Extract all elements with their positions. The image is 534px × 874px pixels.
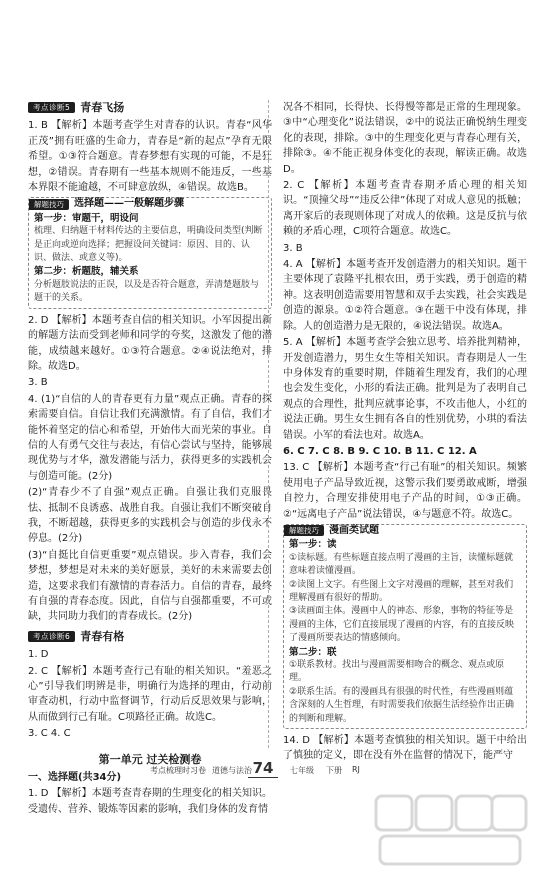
answer-unit-6-12: 6. C 7. C 8. B 9. C 10. B 11. C 12. A xyxy=(283,445,477,457)
answer-2: 2. D 【解析】本题考查自信的相关知识。小军因提出新的解题方法而受到老师和同学的夸奖，这激发了他的潜能，成绩越来越好。①③符合题意。②④说法绝对，排除。故选D。 xyxy=(28,314,272,372)
answer-4-part3: (3)“自挺比自信更重要”观点错误。步入青春，我们会梦想，梦想是对未来的美好愿景，美好的未来需要去创造，这要求我们有激情的青春活力。自信的青春，最终有自强的青春态度。因此，自信与自强都重要，不可或缺，共同助力我们的青春成长。(2分) xyxy=(28,549,272,623)
step-2: 第二步：析题肢，辅关系 xyxy=(34,266,139,278)
tip-title: 选择题——一般解题步骤 xyxy=(74,198,184,210)
column-divider xyxy=(268,100,269,748)
answer-unit-14: 14. D 【解析】本题考查慎独的相关知识。题干中给出了慎独的定义，即在没有外在监督的情况下，能严守 xyxy=(283,735,527,762)
step-1-text: 梳理、归纳题干材料传达的主要信息，明确设问类型(判断是正向或逆向选择；把握设问关键词：原因、目的、认识、做法、或意义等)。 xyxy=(34,226,263,264)
section-title: 青春飞扬 xyxy=(80,101,125,114)
step-link: 第二步：联 xyxy=(289,646,337,658)
tip-title: 漫画类试题 xyxy=(329,524,379,536)
unit-title: 第一单元 过关检测卷 xyxy=(98,752,202,766)
link-item-1: ①联系教材。找出与漫画需要相吻合的概念、观点或原理。 xyxy=(289,660,505,684)
left-column xyxy=(28,100,272,818)
read-item-1: ①读标题。有些标题直接点明了漫画的主旨，读懂标题就意味着读懂漫画。 xyxy=(289,552,514,577)
section-title: 青春有格 xyxy=(80,629,125,643)
tip-box-comic xyxy=(283,524,527,729)
tip-tag: 解题技巧 xyxy=(29,199,69,210)
answer-unit-2: 2. C 【解析】本题考查青春期矛盾心理的相关知识。“顶撞父母”“违反公律”体现了对成人意见的抵触；离开家后的表现则体现了对成人的依赖。这是反抗与依赖的矛盾心理，C项符合题意。故选C。 xyxy=(283,180,527,238)
page-footer xyxy=(0,759,534,783)
answer-4: 4. (1)“自信的人的青春更有力量”观点正确。青春的探索需要自信。自信让我们充满激情。有了自信，我们才能怀着坚定的信心和希望，开始伟大而光荣的事业。自信的人有勇气交往与表达，有信心尝试与坚持，能够展现优势与才华，激发潜能与活力，获得更多的实践机会与创造可能。(2分) xyxy=(28,393,272,482)
page-number: 74 xyxy=(248,759,278,778)
step-1: 第一步：审题干，明设问 xyxy=(34,212,139,224)
step-2-text: 分析题肢说法的正误，以及是否符合题意，弄清楚题肢与题干的关系。 xyxy=(34,279,260,304)
subsection-title: 一、选择题(共34分) xyxy=(28,772,122,784)
answer-unit-5: 5. A 【解析】本题考查学会独立思考、培养批判精神，开发创造潜力，男生女生等相关知识。青春期是人一生中身体发育的重要时期，伴随着生理发育，我们的心理也会发生变化，小形的看法正确。批判是为了表明自己观点的合理性，批判应就事论事，不攻击他人，小红的说法正确。男生女生拥有各自的性别优势，小琪的看法错误。小军的看法也对。故选A。 xyxy=(283,337,527,441)
answer-unit-3: 3. B xyxy=(283,242,303,254)
step-read: 第一步：读 xyxy=(289,539,337,551)
answer-s6-3: 3. C 4. C xyxy=(28,728,71,740)
right-column xyxy=(283,100,527,765)
answer-1-cont: 况各不相同，长得快、长得慢等都是正常的生理现象。③中“心理变化”说法错误，②中的说法正确悦纳生理变化的表现，排除。③中的生理变化更与青春心理有关，排除③。④不能正视身体变化的表现，解读正确。故选D。 xyxy=(283,102,527,175)
footer-edition: RJ xyxy=(352,765,360,774)
read-item-3: ③读画面主体。漫画中人的神态、形象，事物的特征等是漫画的主体，它们直接展现了漫画的内容，有的直接反映了漫画所要表达的情感倾向。 xyxy=(289,606,515,644)
answer-unit-4: 4. A 【解析】本题考查开发创造潜力的相关知识。题干主要体现了袁隆平扎根农田，勇于实践，勇于创造的精神。这表明创造需要用智慧和双手去实践，社会实践是创造的源泉。①②符合题意。③在题干中没有体现，排除。人的创造潜力是无限的，④说法错误。故选A。 xyxy=(283,259,527,332)
answer-3: 3. B xyxy=(28,377,48,389)
section-tag: 考点诊断5 xyxy=(28,102,75,113)
answer-s6-1: 1. D xyxy=(28,649,49,661)
footer-term: 下册 xyxy=(326,766,342,775)
answer-unit-13: 13. C 【解析】本题考查“行己有耻”的相关知识。频繁使用电子产品导致近视，这警示我们要勇敢戒断，增强自控力，合理安排使用电子产品的时间，①③正确。②“远离电子产品”说法错误，④与题意不符。故选C。 xyxy=(283,462,527,520)
footer-grade: 七年级 xyxy=(290,766,314,775)
answer-s6-2: 2. C 【解析】本题考查行己有耻的相关知识。“羞恶之心”引导我们明辨是非，明确行为选择的理由，行动前审查动机，行动中监督调节，行动后反思效果与影响，从而做到行己有耻。C项路径正确。故选C。 xyxy=(28,665,272,723)
tip-box xyxy=(28,197,272,308)
answer-unit-1: 1. D 【解析】本题考查青春期的生理变化的相关知识。受遗传、营养、锻炼等因素的影响，我们身体的发育情 xyxy=(28,788,272,815)
read-item-2: ②读图上文字。有些图上文字对漫画的理解，甚至对我们理解漫画有很好的帮助。 xyxy=(289,579,514,603)
section-header-6 xyxy=(28,629,272,644)
answer-1: 1. B 【解析】本题考查学生对青春的认识。青春“风华正茂”拥有旺盛的生命力，青春是“新的起点”孕育无限希望。①③符合题意。青春梦想有实现的可能，不是狂想，②错误。青春期有一些基本规则不能违反，一些基本界限不能逾越，不可肆意放纵，④错误。故选B。 xyxy=(28,120,272,194)
footer-series: 考点梳理时习卷 xyxy=(150,766,206,775)
answer-4-part2: (2)“青春少不了自强”观点正确。自强让我们克服畏怯、抵制不良诱惑、战胜自我。自强让我们不断突破自我，不断超越，获得更多的实践机会与创造的步伐永不停息。(2分) xyxy=(28,487,272,545)
watermark-logo xyxy=(370,790,530,870)
section-tag: 考点诊断6 xyxy=(28,631,75,642)
tip-tag: 解题技巧 xyxy=(284,525,324,536)
section-header-5 xyxy=(28,100,272,115)
footer-subject: 道德与法治 xyxy=(212,766,252,775)
link-item-2: ②联系生活。有的漫画具有很强的时代性，有些漫画则蕴含深刻的人生哲理，有时需要我们依据生活经验作出正确的判断和理解。 xyxy=(289,686,515,724)
